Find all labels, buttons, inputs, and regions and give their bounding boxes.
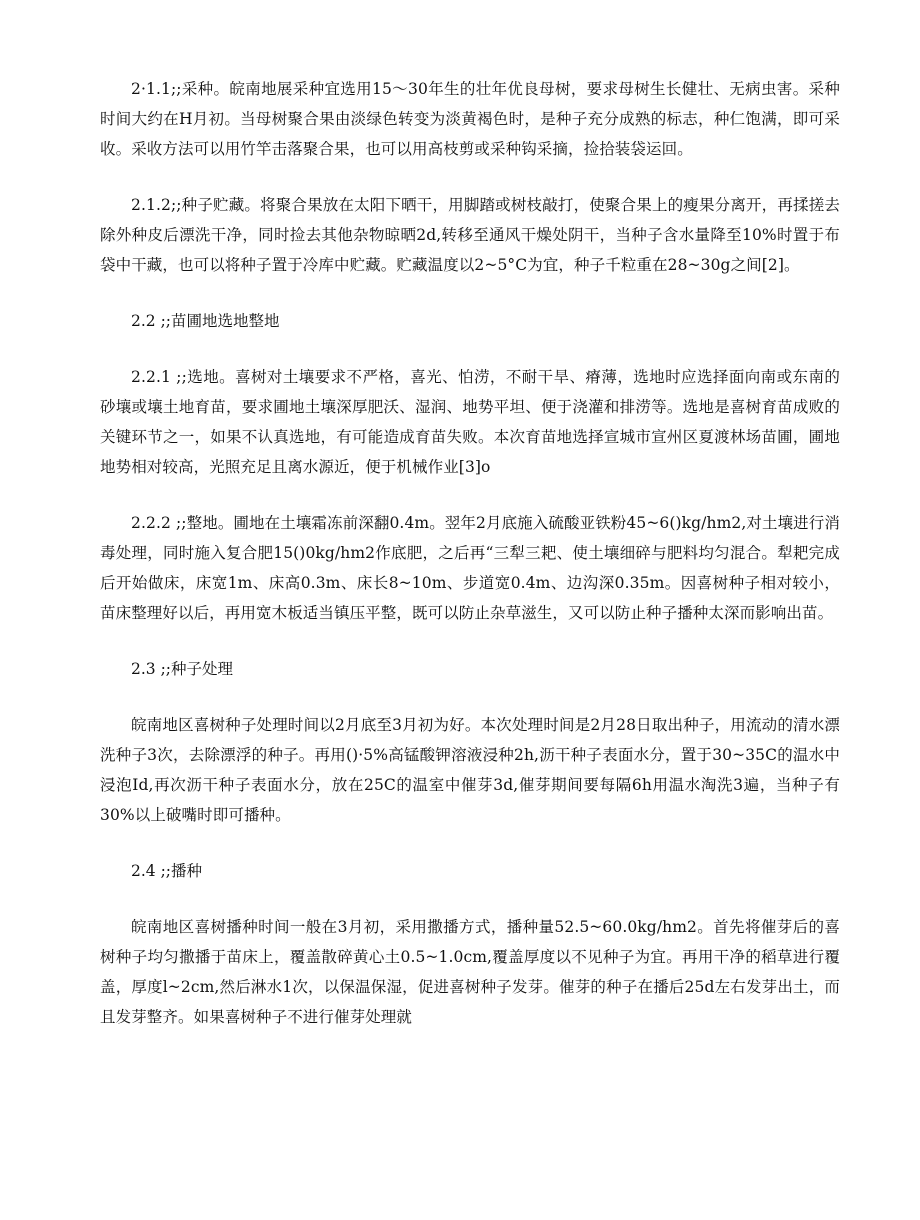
paragraph-sowing: 皖南地区喜树播种时间一般在3月初，采用撒播方式，播种量52.5~60.0kg/hm2。首先将催芽后的喜树种子均匀撒播于苗床上，覆盖散碎黄心土0.5~1.0cm,覆盖厚度以不见种子为宜。再用干净的稻草进行覆盖，厚度l~2cm,然后淋水1次，以保温保湿，促进喜树种子发芽。催芽的种子在播后25d左右发芽出土，而且发芽整齐。如果喜树种子不进行催芽处理就	[100, 918, 840, 1026]
section-heading-seed-treatment: 2.3 ;;种子处理	[131, 660, 234, 678]
paragraph-seed-treatment: 皖南地区喜树种子处理时间以2月底至3月初为好。本次处理时间是2月28日取出种子，用流动的清水漂洗种子3次，去除漂浮的种子。再用()·5%高锰酸钾溶液浸种2h,沥干种子表面水分，置于30~35C的温水中浸泡Id,再次沥干种子表面水分，放在25C的温室中催芽3d,催芽期间要每隔6h用温水淘洗3遍，当种子有30%以上破嘴时即可播种。	[100, 716, 840, 824]
section-heading-nursery-site: 2.2 ;;苗圃地选地整地	[131, 312, 280, 330]
paragraph-site-selection: 2.2.1 ;;选地。喜树对土壤要求不严格，喜光、怕涝，不耐干旱、瘠薄，选地时应选择面向南或东南的砂壤或壤土地育苗，要求圃地土壤深厚肥沃、湿润、地势平坦、便于浇灌和排涝等。选地是喜树育苗成败的关键环节之一，如果不认真选地，有可能造成育苗失败。本次育苗地选择宣城市宣州区夏渡林场苗圃，圃地地势相对较高，光照充足且离水源近，便于机械作业[3]o	[100, 368, 840, 476]
paragraph-seed-collection: 2·1.1;;采种。皖南地展采种宜选用15～30年生的壮年优良母树，要求母树生长健壮、无病虫害。采种时间大约在H月初。当母树聚合果由淡绿色转变为淡黄褐色时，是种子充分成熟的标志，种仁饱满，即可采收。采收方法可以用竹竿击落聚合果，也可以用高枝剪或采种钩采摘，捡拾装袋运回。	[100, 80, 840, 158]
paragraph-seed-storage: 2.1.2;;种子贮藏。将聚合果放在太阳下晒干，用脚踏或树枝敲打，使聚合果上的瘦果分离开，再揉搓去除外种皮后漂洗干净，同时捡去其他杂物晾晒2d,转移至通风干燥处阴干，当种子含水量降至10%时置于布袋中干藏，也可以将种子置于冷库中贮藏。贮藏温度以2~5°C为宜，种子千粒重在28~30g之间[2]。	[100, 196, 840, 274]
section-heading-sowing: 2.4 ;;播种	[131, 862, 203, 880]
document-body	[100, 74, 840, 1058]
paragraph-land-preparation: 2.2.2 ;;整地。圃地在土壤霜冻前深翻0.4m。翌年2月底施入硫酸亚铁粉45~6()kg/hm2,对土壤进行消毒处理，同时施入复合肥15()0kg/hm2作底肥，之后再“三犁三耙、使土壤细碎与肥料均匀混合。犁耙完成后开始做床，床宽1m、床高0.3m、床长8~10m、步道宽0.4m、边沟深0.35m。因喜树种子相对较小，苗床整理好以后，再用宽木板适当镇压平整，既可以防止杂草滋生，又可以防止种子播种太深而影响出苗。	[100, 514, 840, 622]
